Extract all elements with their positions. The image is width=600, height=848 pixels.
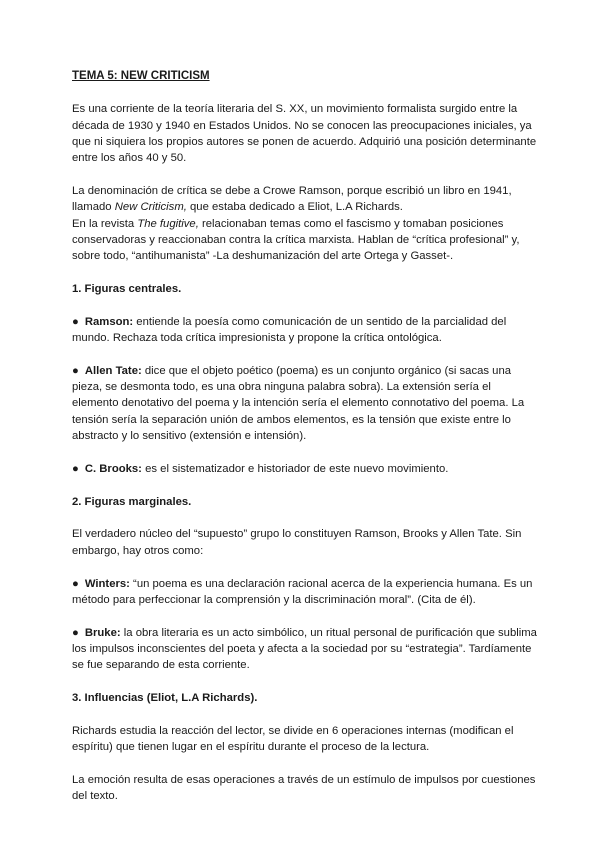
section-1-heading: 1. Figuras centrales.: [72, 282, 182, 295]
item-name: Bruke:: [84, 626, 121, 639]
item-name: Winters:: [84, 577, 130, 590]
section-3-paragraph-2: La emoción resulta de esas operaciones a través de un estímulo de impulsos por cuestiones del texto.: [72, 773, 536, 803]
item-text: entiende la poesía como comunicación de un sentido de la parcialidad del mundo. Rechaza toda crítica impresionista y propone la crítica ontológica.: [72, 315, 507, 345]
revista-title: The fugitive,: [137, 217, 199, 230]
revista-text-1: En la revista: [72, 217, 138, 230]
bullet-icon: ●: [72, 626, 79, 639]
list-item-allen-tate: [72, 363, 538, 444]
list-item-bruke: [72, 625, 538, 674]
book-title: New Criticism,: [114, 201, 187, 214]
section-3-heading: 3. Influencias (Eliot, L.A Richards).: [72, 692, 258, 705]
section-2-heading: 2. Figuras marginales.: [72, 495, 192, 508]
denominacion-paragraph: [72, 183, 538, 216]
item-name: Allen Tate:: [84, 364, 142, 377]
item-text: “un poema es una declaración racional acerca de la experiencia humana. Es un método para perfeccionar la comprensión y la discriminación moral”. (Cita de él).: [72, 577, 533, 606]
bullet-icon: ●: [72, 577, 79, 590]
bullet-icon: ●: [72, 462, 79, 475]
list-item-winters: [72, 576, 538, 609]
intro-paragraph: Es una corriente de la teoría literaria del S. XX, un movimiento formalista surgido entre la década de 1930 y 1940 en Estados Unidos. No se conocen las preocupaciones iniciales, ya que ni siquiera los propios autores se ponen de acuerdo. Adquirió una posición determinante entre los años 40 y 50.: [72, 103, 537, 165]
item-name: Ramson:: [84, 315, 134, 328]
denominacion-text-1: La denominación de crítica se debe a Crowe Ramson, porque escribió un libro en 1941, llamado: [72, 184, 512, 214]
revista-paragraph: [72, 216, 538, 265]
section-2-intro: El verdadero núcleo del “supuesto” grupo lo constituyen Ramson, Brooks y Allen Tate. Sin embargo, hay otros como:: [72, 528, 522, 557]
item-name: C. Brooks:: [84, 462, 142, 475]
section-3-paragraph-1: Richards estudia la reacción del lector, se divide en 6 operaciones internas (modifican el espíritu) que tienen lugar en el espíritu durante el proceso de la lectura.: [72, 724, 514, 754]
denominacion-text-2: que estaba dedicado a Eliot, L.A Richards.: [186, 201, 403, 214]
bullet-icon: ●: [72, 364, 79, 377]
document-title: TEMA 5: NEW CRITICISM: [72, 70, 210, 82]
item-text: dice que el objeto poético (poema) es un conjunto orgánico (si sacas una pieza, se desmonta todo, es una obra ninguna palabra sobra). La extensión sería el elemento denotativo del poema y la intención sería el elemento connotativo del poema. La tensión sería la separación unión de ambos elementos, es la tensión que existe entre lo abstracto y lo sensitivo (extensión e intensión).: [72, 364, 525, 443]
revista-text-2: relacionaban temas como el fascismo y tomaban posiciones conservadoras y reaccionaban contra la crítica marxista. Hablan de “crítica profesional” y, sobre todo, “antihumanista” -La deshumanización del arte Ortega y Gasset-.: [72, 217, 520, 263]
list-item-brooks: [72, 461, 538, 477]
item-text: es el sistematizador e historiador de este nuevo movimiento.: [141, 462, 449, 475]
item-text: la obra literaria es un acto simbólico, un ritual personal de purificación que sublima los impulsos inconscientes del poeta y afecta a la sociedad por su “estrategia”. Tardíamente se fue separando de esta corriente.: [72, 626, 537, 672]
bullet-icon: ●: [72, 315, 79, 328]
list-item-ramson: [72, 314, 538, 347]
